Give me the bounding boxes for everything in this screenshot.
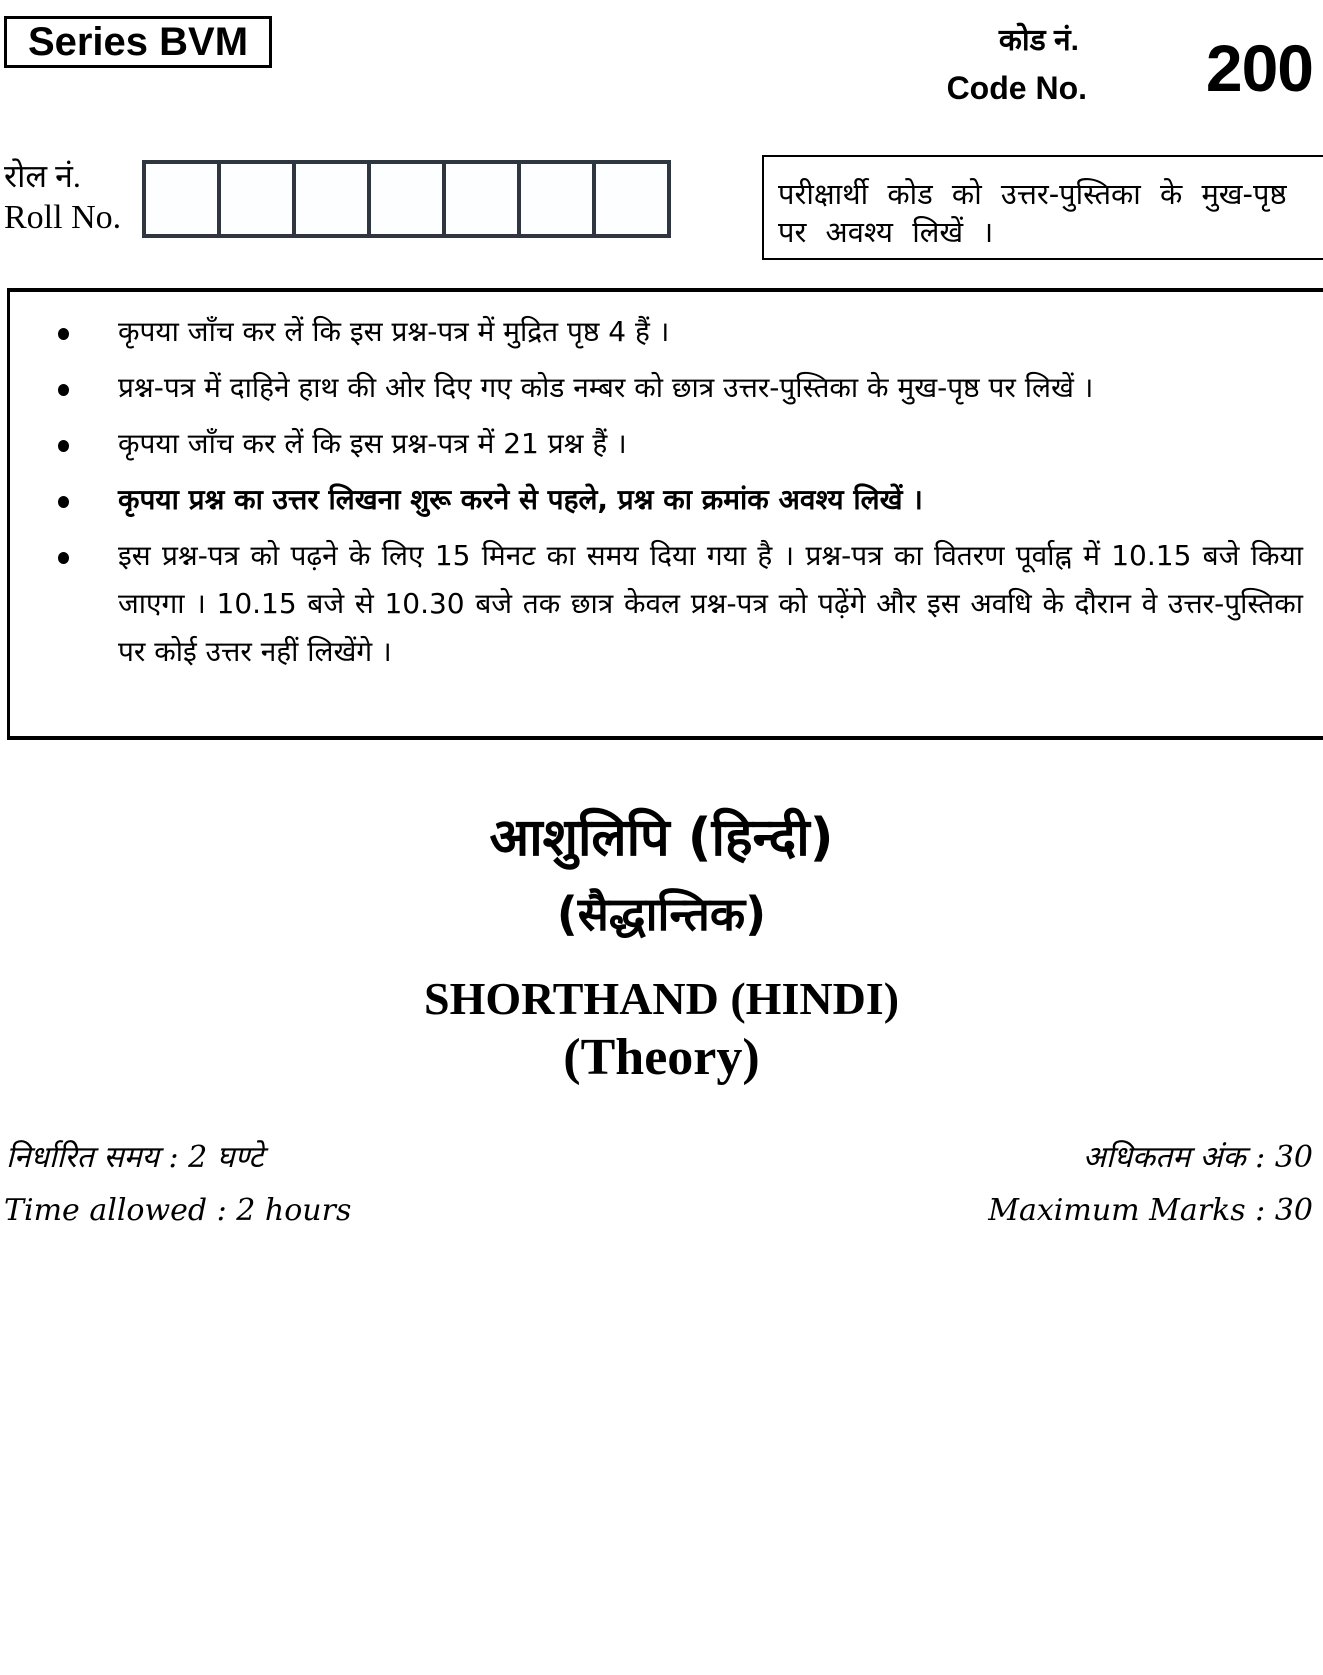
instruction-text: कृपया जाँच कर लें कि इस प्रश्न-पत्र में मुद्रित पृष्ठ 4 हैं । bbox=[118, 315, 670, 348]
roll-label-hindi: रोल नं. bbox=[4, 158, 81, 194]
bullet-icon bbox=[58, 440, 69, 452]
bullet-icon bbox=[58, 328, 69, 340]
subject-title-english: SHORTHAND (HINDI) bbox=[423, 973, 900, 1024]
instruction-item bbox=[50, 476, 1303, 524]
instruction-item bbox=[50, 420, 1303, 468]
code-number: 200 bbox=[1205, 31, 1313, 105]
code-label-hindi: कोड नं. bbox=[998, 24, 1079, 57]
instruction-text: इस प्रश्न-पत्र को पढ़ने के लिए 15 मिनट का समय दिया गया है । प्रश्न-पत्र का वितरण पूर्वाह्न में 10.15 बजे किया जाएगा । 10.15 बजे से 10.30 बजे तक छात्र केवल प्रश्न-पत्र को पढ़ेंगे और इस अवधि के दौरान वे उत्तर-पुस्तिका पर कोई उत्तर नहीं लिखेंगे । bbox=[118, 539, 1303, 668]
instructions-list bbox=[50, 308, 1303, 684]
roll-label-english: Roll No. bbox=[4, 199, 122, 236]
series-label: Series BVM bbox=[4, 16, 272, 68]
bullet-icon bbox=[58, 552, 69, 564]
instructions-box bbox=[7, 288, 1323, 740]
time-allowed-english: Time allowed : 2 hours bbox=[4, 1193, 352, 1228]
instruction-text: प्रश्न-पत्र में दाहिने हाथ की ओर दिए गए कोड नम्बर को छात्र उत्तर-पुस्तिका के मुख-पृष्ठ पर लिखें । bbox=[118, 371, 1094, 404]
instruction-item bbox=[50, 308, 1303, 356]
roll-number-cell-5[interactable] bbox=[446, 164, 521, 234]
code-note-box bbox=[762, 155, 1323, 260]
instruction-text: कृपया जाँच कर लें कि इस प्रश्न-पत्र में 21 प्रश्न हैं । bbox=[118, 427, 627, 460]
time-allowed-hindi: निर्धारित समय : 2 घण्टे bbox=[6, 1140, 264, 1175]
subject-subtitle-english: (Theory) bbox=[563, 1029, 760, 1086]
roll-number-cell-7[interactable] bbox=[596, 164, 667, 234]
roll-number-cell-3[interactable] bbox=[296, 164, 371, 234]
roll-number-cell-1[interactable] bbox=[146, 164, 221, 234]
subject-title-hindi: आशुलिपि (हिन्दी) bbox=[489, 808, 834, 868]
bullet-icon bbox=[58, 384, 69, 396]
roll-number-cell-4[interactable] bbox=[371, 164, 446, 234]
instruction-text: कृपया प्रश्न का उत्तर लिखना शुरू करने से पहले, प्रश्न का क्रमांक अवश्य लिखें । bbox=[118, 483, 923, 516]
maximum-marks-english: Maximum Marks : 30 bbox=[988, 1193, 1313, 1228]
roll-number-cell-2[interactable] bbox=[221, 164, 296, 234]
roll-number-grid bbox=[142, 160, 671, 238]
code-note-line-1: परीक्षार्थी कोड को उत्तर-पुस्तिका के मुख-पृष्ठ bbox=[778, 177, 1287, 211]
instruction-item bbox=[50, 532, 1303, 676]
bullet-icon bbox=[58, 496, 69, 508]
code-label-english: Code No. bbox=[946, 70, 1087, 106]
instruction-item bbox=[50, 364, 1303, 412]
maximum-marks-hindi: अधिकतम अंक : 30 bbox=[1082, 1140, 1313, 1175]
code-note-line-2: पर अवश्य लिखें । bbox=[778, 215, 994, 249]
roll-number-cell-6[interactable] bbox=[521, 164, 596, 234]
subject-subtitle-hindi: (सैद्धान्तिक) bbox=[556, 887, 767, 941]
